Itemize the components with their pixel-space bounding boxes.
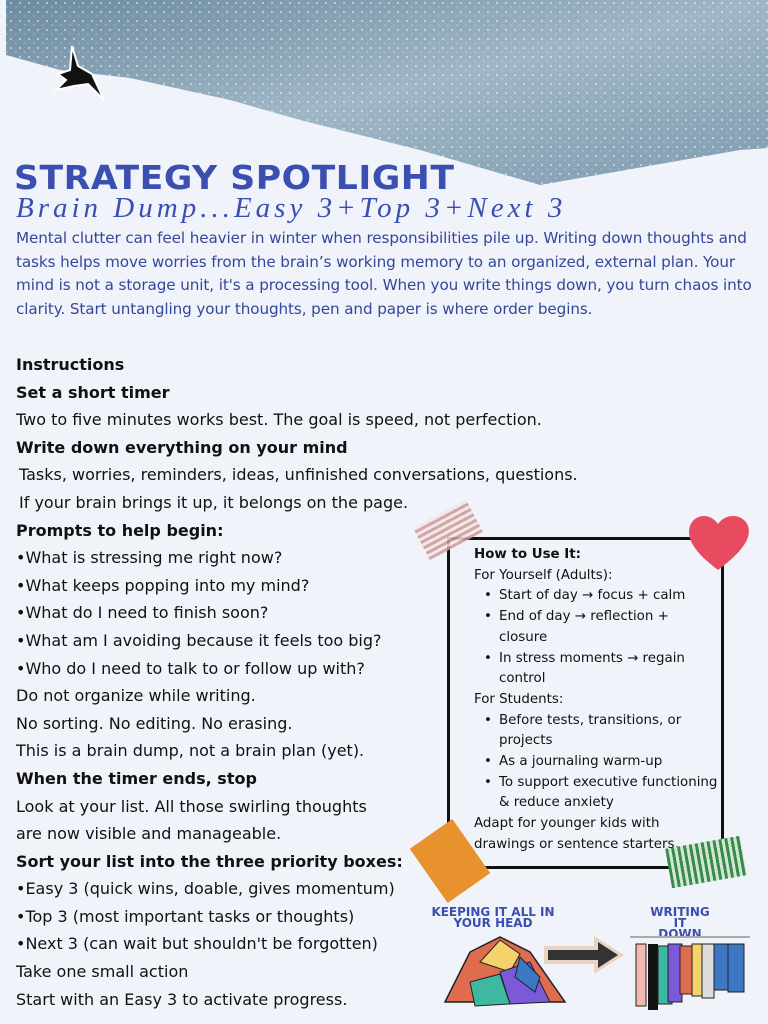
- page-subtitle: Brain Dump...Easy 3+Top 3+Next 3: [16, 192, 567, 224]
- sort-item: • Easy 3 (quick wins, doable, gives momentum): [16, 875, 456, 903]
- prompt-item: • What keeps popping into my mind?: [16, 572, 456, 600]
- how-to-use-box: [447, 537, 724, 869]
- stop-heading: When the timer ends, stop: [16, 768, 257, 788]
- rule-text: No sorting. No editing. No erasing.: [16, 713, 293, 733]
- prompt-item: • What am I avoiding because it feels too big?: [16, 627, 456, 655]
- left-caption: KEEPING IT ALL IN YOUR HEAD: [431, 905, 555, 930]
- write-line: If your brain brings it up, it belongs on the page.: [19, 492, 409, 512]
- how-to-heading: How to Use It:: [474, 547, 582, 562]
- timer-text: Two to five minutes works best. The goal is speed, not perfection.: [16, 410, 542, 430]
- write-heading: Write down everything on your mind: [16, 437, 348, 457]
- instructions-heading: Instructions: [16, 355, 125, 374]
- write-line: Tasks, worries, reminders, ideas, unfinished conversations, questions.: [19, 465, 578, 485]
- adult-use-item: • In stress moments → regain control: [474, 649, 704, 690]
- sort-item: • Top 3 (most important tasks or thoughts): [16, 903, 456, 931]
- heart-icon: [684, 508, 752, 574]
- action-heading: Take one small action: [16, 962, 189, 982]
- students-label: For Students:: [474, 691, 564, 707]
- prompt-item: • Who do I need to talk to or follow up with?: [16, 655, 456, 683]
- rule-text: This is a brain dump, not a brain plan (yet).: [16, 741, 365, 761]
- adults-label: For Yourself (Adults):: [474, 567, 613, 583]
- stop-text: Look at your list. All those swirling thoughts: [16, 796, 367, 816]
- adult-use-item: • End of day → reflection + closure: [474, 607, 679, 648]
- sort-item: • Next 3 (can wait but shouldn't be forgotten): [16, 930, 456, 958]
- rule-text: Do not organize while writing.: [16, 686, 256, 706]
- prompt-item: • What do I need to finish soon?: [16, 599, 456, 627]
- student-use-item: • As a journaling warm-up: [474, 752, 721, 773]
- student-use-item: • Before tests, transitions, or projects: [474, 711, 704, 752]
- student-use-item: • To support executive functioning & reduce anxiety: [474, 773, 719, 814]
- clothes-rack-illustration: [628, 932, 752, 1012]
- prompt-item: • What is stressing me right now?: [16, 544, 456, 572]
- action-text: Start with an Easy 3 to activate progress.: [16, 989, 348, 1009]
- how-to-footer: Adapt for younger kids with drawings or sentence starters.: [474, 816, 679, 852]
- bird-icon: [52, 44, 106, 104]
- right-caption: WRITING IT DOWN: [650, 905, 710, 941]
- adult-use-item: • Start of day → focus + calm: [474, 586, 721, 607]
- intro-paragraph: Mental clutter can feel heavier in winter when responsibilities pile up. Writing down thoughts and tasks helps move worries from the brain’s working memory to an organized, external plan. Your mind is not a storage unit, it's a processing tool. When you write things down, you turn chaos into clarity. Start untangling your thoughts, pen and paper is where order begins.: [16, 229, 752, 318]
- prompts-heading: Prompts to help begin:: [16, 520, 224, 540]
- page-title: STRATEGY SPOTLIGHT: [14, 158, 455, 197]
- sort-heading: Sort your list into the three priority boxes:: [16, 851, 403, 871]
- timer-heading: Set a short timer: [16, 382, 170, 402]
- stop-text: are now visible and manageable.: [16, 824, 282, 844]
- arrow-icon: [542, 934, 626, 976]
